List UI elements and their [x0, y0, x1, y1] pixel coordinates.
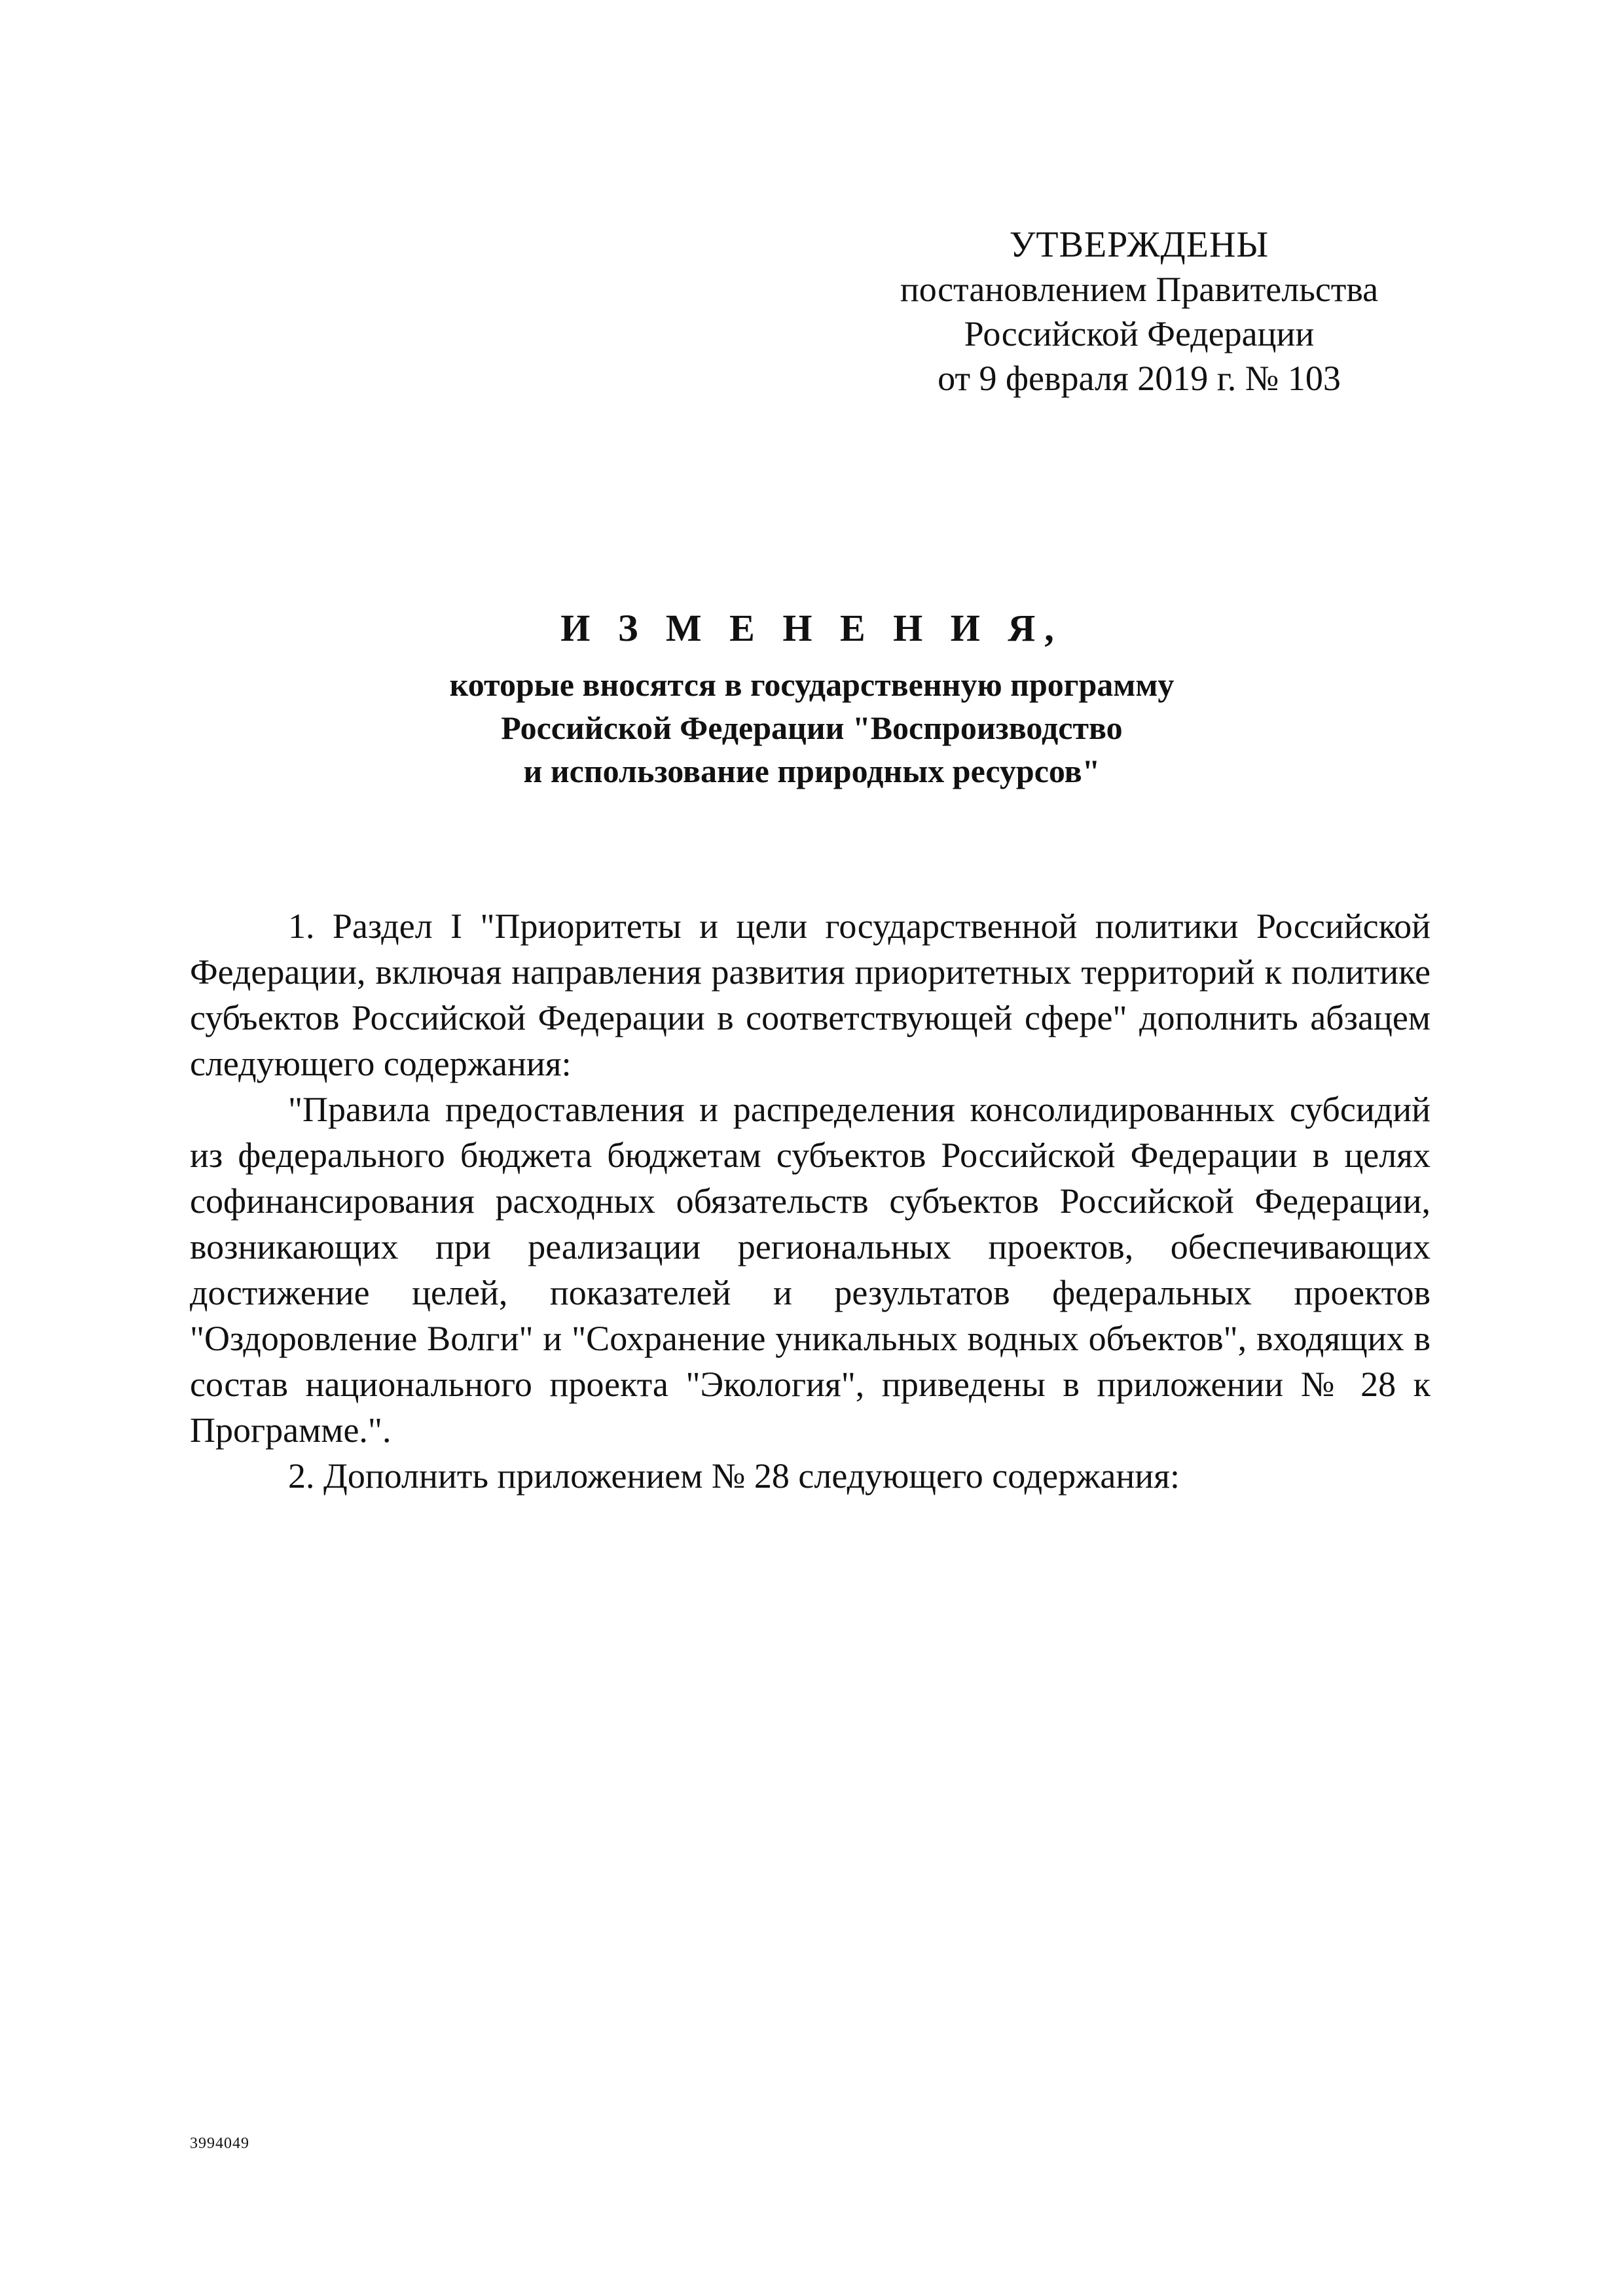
subtitle-line: и использование природных ресурсов" — [523, 753, 1101, 789]
document-code: 3994049 — [190, 2135, 249, 2152]
approval-line-decree: постановлением Правительства — [900, 270, 1379, 309]
paragraph-rules-quote: "Правила предоставления и распределения консолидированных субсидий из федерального бюджета бюджетам субъектов Российской Федерации в целях софинансирования расходных обязательств субъектов Российской Федерации, возникающих при реализации региональных проектов, обеспечивающих достижение целей, показателей и результатов федеральных проектов "Оздоровление Волги" и "Сохранение уникальных водных объектов", входящих в состав национального проекта "Экология", приведены в приложении № 28 к Программе.". — [190, 1090, 1431, 1450]
approval-heading: УТВЕРЖДЕНЫ — [1009, 224, 1269, 265]
document-body — [190, 903, 1431, 1499]
approval-line-government: Российской Федерации — [964, 314, 1315, 353]
subtitle-line: которые вносятся в государственную программу — [449, 666, 1175, 703]
title-block — [190, 599, 1434, 793]
document-title: И З М Е Н Е Н И Я, — [560, 607, 1063, 649]
approval-line-date-number: от 9 февраля 2019 г. № 103 — [938, 359, 1341, 398]
paragraph-item-2: 2. Дополнить приложением № 28 следующего содержания: — [288, 1456, 1180, 1496]
paragraph-item-1: 1. Раздел I "Приоритеты и цели государственной политики Российской Федерации, включая направления развития приоритетных территорий к политике субъектов Российской Федерации в соответствующей сфере" дополнить абзацем следующего содержания: — [190, 906, 1431, 1083]
subtitle-line: Российской Федерации "Воспроизводство — [501, 709, 1123, 746]
approval-block — [851, 223, 1427, 401]
